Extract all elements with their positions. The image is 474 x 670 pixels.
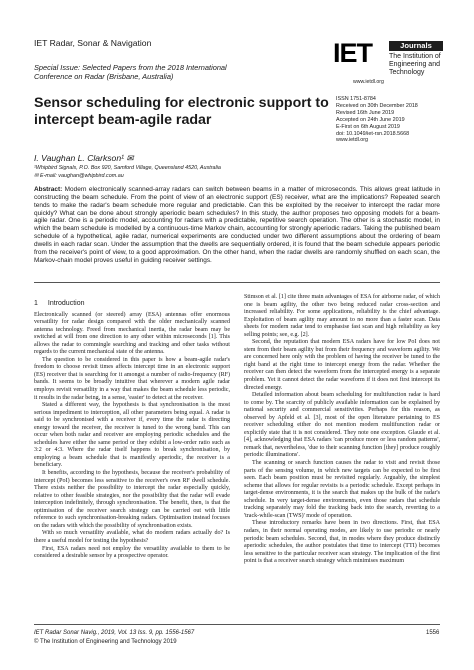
abstract-divider [34, 282, 440, 283]
meta-doi[interactable]: doi: 10.1049/iet-rsn.2018.5668 [336, 130, 410, 137]
article-title-line2: intercept beam-agile radar [34, 111, 212, 128]
iet-journals-logo [333, 40, 443, 74]
paragraph: First, ESA radars need not employ the versatility available to them to be considered a desirable sensor by a prospective operator. [34, 545, 230, 560]
section-heading [34, 300, 230, 308]
section-title: Introduction [47, 300, 85, 307]
logo-institution-line1: The Institution of [389, 53, 441, 60]
author-name: I. Vaughan L. Clarkson¹ ✉ [34, 153, 134, 163]
footer-copyright: © The Institution of Engineering and Technology 2019 [34, 639, 177, 645]
paragraph: It benefits, according to the hypothesis, because the receiver's probability of intercept (PoI) becomes less sensitive to the receiver's own RF dwell schedule. There exists neither the possibility to intercept the radar especially quickly, relative to other feasible strategies, nor the possibility that the radar will evade interception indefinitely, through synchronisation. The benefit, then, is that the optimisation of the receiver search strategy can be carried out with little reference to such synchronisation-breaking radars. Optimisation instead focuses on the radars with which the possibility of synchronisation exists. [34, 470, 230, 529]
paragraph: Second, the reputation that modern ESA radars have for low PoI does not stem from their beam agility but from their frequency and waveform agility. We are concerned here only with the problem of having the receiver be tuned to the right band at the right time to intercept energy from the radar. Whether the receiver can then detect the waveform from the intercepted energy is a separate problem. Yet it cannot detect the radar waveform if it does not first intercept its directed energy. [244, 339, 440, 391]
meta-issn: ISSN 1751-8784 [336, 96, 376, 102]
body-column-left [34, 300, 230, 561]
article-title-line1: Sensor scheduling for electronic support to [34, 95, 329, 111]
meta-received: Received on 30th December 2018 [336, 102, 418, 109]
meta-url[interactable]: www.ietdl.org [336, 137, 369, 144]
meta-efirst: E-First on 6th August 2019 [336, 123, 400, 130]
logo-journals-badge: Journals [389, 41, 443, 51]
logo-url: www.ietdl.org [353, 79, 384, 85]
paragraph: With so much versatility available, what do modern radars actually do? Is there a useful model for testing the hypothesis? [34, 530, 230, 544]
paragraph: These introductory remarks have been in two directions. First, that ESA radars, in their normal operating modes, are likely to use periodic or nearly periodic beam schedules. Second, that, in modes where they produce distinctly aperiodic schedules, the author postulates that time to intercept (TTI) becomes less sensitive to the particular receiver scan strategy. The implication of the first point is that a receiver search strategy which minimises maximum [244, 520, 440, 565]
special-issue-note [34, 63, 294, 81]
paragraph: The question to be considered in this paper is how a beam-agile radar's freedom to choose revisit times affects intercept time in an electronic support (ES) receiver that is searching for it amongst a number of radio-frequency (RF) bands. It seems to be broadly intuitive that wherever a modern agile radar employs revisit versatility in a way that makes the beam schedule less periodic, it results in the radar being, in a sense, 'easier' to detect at the receiver. [34, 356, 230, 401]
paragraph: Detailed information about beam scheduling for multifunction radar is hard to come by. The scarcity of publicly available information can be explained by national security and commercial sensitivities. Perhaps for this reason, as observed by Apfeld et al. [3], most of the open literature pertaining to ES receiver scheduling either do not mention modern multifunction radar or explicitly state that it is not considered. They note one exception. Glaude et al. [4], acknowledging that ESA radars 'can produce more or less random patterns', remark that, nevertheless, 'due to their scanning function [they] produce roughly periodic illuminations'. [244, 392, 440, 459]
author-affiliation: ¹Whipbird Signals, P.O. Box 920, Samford Village, Queensland 4520, Australia [34, 165, 221, 171]
author-email[interactable]: ✉ E-mail: vaughan@whipbird.com.au [34, 173, 124, 179]
article-metadata [336, 96, 418, 144]
page-number: 1556 [426, 630, 440, 636]
logo-iet-wordmark: IET [333, 38, 373, 68]
abstract-label: Abstract: [34, 186, 63, 193]
paragraph: Stated a different way, the hypothesis is that synchronisation is the most serious impediment to interception, all other parameters being equal. A radar is said to be synchronised with a receiver if, every time the radar is directing energy toward the receiver, the receiver is tuned to the wrong band. This can occur when both radar and receiver are employing periodic schedules and the schedules have either the same period or they exhibit a low-order ratio such as 3:2 or 4:3. Where the radar itself happens to break synchronisation, by employing a beam schedule that is manifestly aperiodic, the receiver is a beneficiary. [34, 402, 230, 469]
paragraph: Electronically scanned (or steered) array (ESA) antennas offer enormous versatility for radar design compared with the older mechanically scanned antenna technology. Freed from mechanical inertia, the radar beam may be switched at will from one direction to any other within microseconds [1]. This allows the radar to commingle searching and tracking and other tasks without regards to the current mechanical state of the antenna. [34, 311, 230, 356]
footer-divider [34, 624, 440, 625]
meta-accepted: Accepted on 24th June 2019 [336, 116, 405, 123]
section-number: 1 [34, 300, 38, 307]
special-issue-line2: Conference on Radar (Brisbane, Australia) [34, 72, 174, 82]
special-issue-line1: Special Issue: Selected Papers from the 2018 International [34, 63, 227, 72]
paragraph: The scanning or search function causes the radar to visit and revisit those parts of the sensing volume, in which new targets can be expected to be first seen. Each beam position must be revisited regularly. Arguably, the simplest scheme that allows for regular revisits is a periodic schedule. Except perhaps in target-dense environments, it is the search that makes up the bulk of the radar's schedule. In very target-dense environments, even those radars that schedule tracking separately may fold the tracking back into the search, reverting to a 'track-while-scan (TWS)' mode of operation. [244, 460, 440, 519]
abstract [34, 186, 440, 264]
journal-name: IET Radar, Sonar & Navigation [34, 38, 152, 48]
paragraph: Stimson et al. [1] cite three main advantages of ESA for airborne radar, of which one is beam agility, the other two being reduced radar cross-section and increased reliability. For some applications, reliability is the chief advantage. Exploitation of beam agility may amount to no more than a faster scan. Data sheets for modern radar tend to emphasise fast scan and high reliability as key selling points; see, e.g. [2]. [244, 294, 440, 338]
logo-institution-line2: Engineering and Technology [389, 61, 440, 76]
footer-citation: IET Radar Sonar Navig., 2019, Vol. 13 Iss. 9, pp. 1556-1567 [34, 630, 195, 636]
meta-revised: Revised 16th June 2019 [336, 109, 395, 116]
article-title [34, 95, 334, 128]
body-column-right [244, 294, 440, 566]
abstract-text: Modern electronically scanned-array radars can switch between beams in a matter of microseconds. This allows great latitude in constructing the beam schedule. From the point of view of an electronic support (ES) receiver, what are the implications? Repeated search tends to make the radar's beam schedule more regular and predictable. Can this be exploited by the receiver to intercept the radar more quickly? What can be done about strongly aperiodic beam schedules? In this study, the author proposes two opposing models for a beam-agile radar. One is a periodic model, accounting for radars with a predictable, repetitive search operation. The other is a stochastic model, in which the beam schedule is modelled by a continuous-time Markov chain, accounting for strongly aperiodic radars. Taking the published beam schedule of a hypothetical, agile radar, numerical experiments are conducted under two different assumptions about the ordering of beam dwells in each radar scan. Under the assumption that the dwells are sequentially ordered, it is found that the beam schedule appears periodic from the receiver's point of view, to a good approximation. On the other hand, when the radar dwells are randomly shuffled on each scan, the Markov-chain model proves useful in guiding receiver settings. [34, 186, 440, 264]
